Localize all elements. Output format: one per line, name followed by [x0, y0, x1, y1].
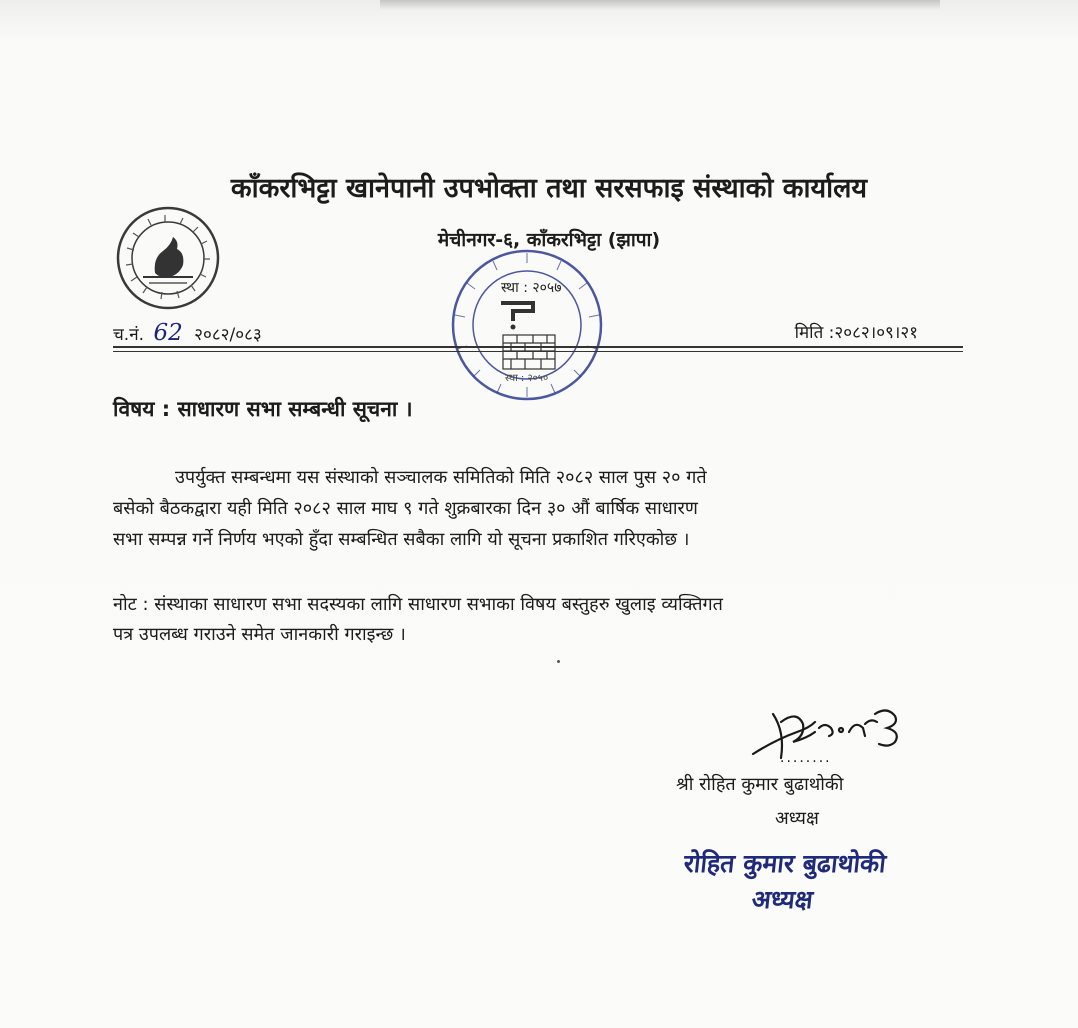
reference-fiscal-year: २०८२/०८३: [194, 325, 262, 345]
letter-date: मिति :२०८२।०९।२१: [794, 323, 918, 343]
official-round-seal: [447, 245, 607, 405]
title-rubber-stamp: अध्यक्ष: [750, 885, 815, 914]
signer-title: अध्यक्ष: [775, 808, 819, 829]
notice-body: [113, 462, 963, 555]
header-rule: [113, 346, 963, 348]
note-line: पत्र उपलब्ध गराउने समेत जानकारी गराइन्छ ।: [113, 624, 406, 645]
scan-shadow: [380, 0, 940, 10]
reference-line: [113, 320, 262, 346]
note-line: नोट : संस्थाका साधारण सभा सदस्यका लागि साधारण सभाका विषय बस्तुहरु खुलाइ व्यक्तिगत: [113, 594, 723, 615]
reference-label: च.नं.: [113, 325, 145, 345]
seal-establishment-text: स्था : २०५७: [501, 280, 562, 296]
organization-name: काँकरभिट्टा खानेपानी उपभोक्ता तथा सरसफाइ संस्थाको कार्यालय: [230, 173, 868, 204]
stray-dot: [557, 660, 560, 663]
signer-name: श्री रोहित कुमार बुढाथोकी: [676, 774, 844, 795]
notice-body-line: उपर्युक्त सम्बन्धमा यस संस्थाको सञ्चालक समितिको मिति २०८२ साल पुस २० गते: [175, 467, 707, 488]
name-rubber-stamp: रोहित कुमार बुढाथोकी: [682, 849, 888, 878]
reference-number: 62: [153, 320, 183, 346]
notice-body-line: बसेको बैठकद्वारा यही मिति २०८२ साल माघ ९ गते शुक्रबारका दिन ३० औं बार्षिक साधारण: [113, 498, 698, 519]
organization-emblem-stamp: [113, 203, 223, 313]
notice-body-line: सभा सम्पन्न गर्ने निर्णय भएको हुँदा सम्बन्धित सबैका लागि यो सूचना प्रकाशित गरिएकोछ ।: [113, 529, 690, 550]
letter-subject: विषय : साधारण सभा सम्बन्धी सूचना ।: [113, 397, 413, 421]
notice-note: [113, 590, 963, 650]
header-rule-secondary: [113, 351, 963, 352]
signature-dotted-line: ........: [780, 750, 832, 766]
seal-bottom-text: स्था : २०५०: [505, 373, 549, 384]
organization-address: मेचीनगर-६, काँकरभिट्टा (झापा): [437, 229, 661, 251]
